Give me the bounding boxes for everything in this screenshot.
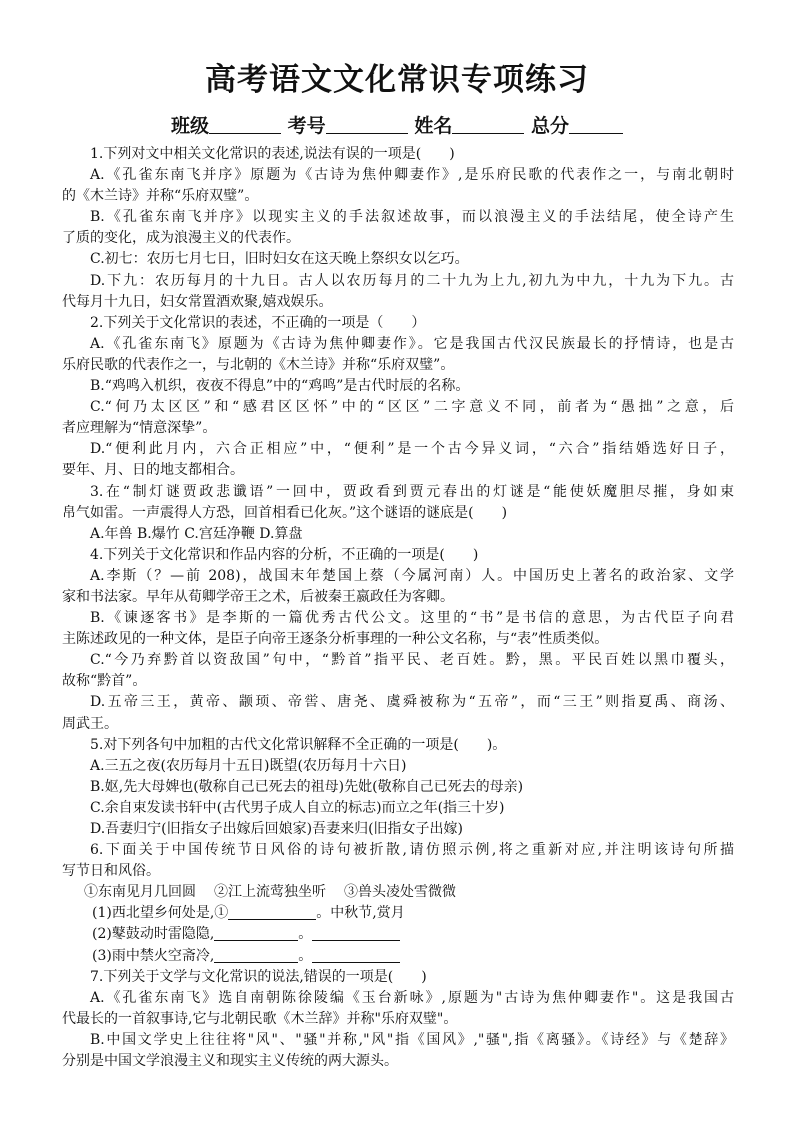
q2-option-c: C.“何乃太区区”和“感君区区怀”中的“区区”二字意义不同，前者为“愚拙”之意，后 xyxy=(90,399,734,416)
q6-fill-3 xyxy=(62,946,734,967)
q5-option-a: A.三五之夜(农历每月十五日)既望(农历每月十六日) xyxy=(90,757,407,774)
q6-option-1: ①东南见月几回圆 xyxy=(84,884,196,901)
name-blank[interactable] xyxy=(452,113,524,134)
q4-option-c: C.“今乃弃黔首以资敌国”句中，“黔首”指平民、老百姓。黔，黑。平民百姓以黑巾覆头， xyxy=(90,652,734,669)
q1-stem: 1.下列对文中相关文化常识的表述,说法有误的一项是( ) xyxy=(90,146,455,162)
q7-stem: 7.下列关于文学与文化常识的说法,错误的一项是( ) xyxy=(90,968,427,985)
exam-no-label: 考号 xyxy=(287,115,326,137)
q1-option-d: D.下九：农历每月的十九日。古人以农历每月的二十九为上九,初九为中九，十九为下九。古 xyxy=(90,272,734,289)
exam-no-blank[interactable] xyxy=(326,113,408,134)
q5-option-b: B.妪,先大母婢也(敬称自己已死去的祖母)先妣(敬称自己已死去的母亲) xyxy=(90,778,524,795)
q3-stem: 3.在“制灯谜贾政悲谶语”一回中，贾政看到贾元春出的灯谜是“能使妖魔胆尽摧，身如束 xyxy=(90,483,734,500)
q7-option-b-cont: 分别是中国文学浪漫主义和现实主义传统的两大源头。 xyxy=(62,1053,398,1070)
name-label: 姓名 xyxy=(414,115,453,137)
q4-stem: 4.下列关于文化常识和作品内容的分析，不正确的一项是( ) xyxy=(90,546,479,563)
q1-option-a: A.《孔雀东南飞并序》原题为《古诗为焦仲卿妻作》,是乐府民歌的代表作之一，与南北朝时 xyxy=(90,167,734,184)
q6-options xyxy=(62,882,734,903)
q7-option-a: A.《孔雀东南飞》选自南朝陈徐陵编《玉台新咏》,原题为"古诗为焦仲卿妻作"。这是我国古 xyxy=(90,989,734,1006)
q6-fill-2-blank-a[interactable] xyxy=(214,924,298,941)
q6-fill-1-suffix: 。中秋节,赏月 xyxy=(316,905,405,922)
q6-fill-1-text: (1)西北望乡何处是,① xyxy=(92,905,229,922)
q6-fill-2-text: (2)鼕鼓动时雷隐隐, xyxy=(92,926,215,943)
question-body xyxy=(62,144,734,1072)
q6-fill-3-blank-b[interactable] xyxy=(312,946,400,963)
q6-fill-1-blank[interactable] xyxy=(228,903,316,920)
q5-option-c: C.余自束发读书轩中(古代男子成人自立的标志)而立之年(指三十岁) xyxy=(90,799,505,816)
q6-fill-1 xyxy=(62,903,734,924)
q2-option-d: D.“便利此月内，六合正相应”中，“便利”是一个古今异义词，“六合”指结婚选好日子， xyxy=(90,441,734,458)
q4-option-a-cont: 家和书法家。早年从荀卿学帝王之术，后被秦王嬴政任为客卿。 xyxy=(62,588,454,605)
q4-option-d: D.五帝三王，黄帝、颛顼、帝喾、唐尧、虞舜被称为“五帝”，而“三王”则指夏禹、商汤、 xyxy=(90,694,734,711)
q6-fill-3-text: (3)雨中禁火空斋冷, xyxy=(92,947,215,964)
q4-option-b-cont: 主陈述政见的一种文体，是臣子向帝王逐条分析事理的一种公文名称，与“表”性质类似。 xyxy=(62,631,609,648)
q2-option-c-cont: 者应理解为“情意深挚”。 xyxy=(62,420,217,437)
q3-stem-cont: 帛气如雷。一声震得人方恐，回首相看已化灰。”这个谜语的谜底是( ) xyxy=(62,504,508,521)
q5-option-d: D.吾妻归宁(旧指女子出嫁后回娘家)吾妻来归(旧指女子出嫁) xyxy=(90,821,464,837)
q2-stem: 2.下列关于文化常识的表述，不正确的一项是（ ） xyxy=(90,314,426,331)
q6-fill-3-blank-a[interactable] xyxy=(214,946,298,963)
q6-fill-3-period: 。 xyxy=(298,947,313,964)
q2-option-a-cont: 乐府民歌的代表作之一，与北朝的《木兰诗》并称“乐府双璧”。 xyxy=(62,356,455,373)
page-title: 高考语文文化常识专项练习 xyxy=(205,62,589,98)
q7-option-a-cont: 代最长的一首叙事诗,它与北朝民歌《木兰辞》并称"乐府双璧"。 xyxy=(62,1010,458,1027)
q6-fill-2-blank-b[interactable] xyxy=(312,924,400,941)
q6-option-3: ③兽头凌处雪微微 xyxy=(344,884,456,901)
q1-option-c: C.初七：农历七月七日，旧时妇女在这天晚上祭织女以乞巧。 xyxy=(90,251,469,268)
q2-option-a: A.《孔雀东南飞》原题为《古诗为焦仲卿妻作》。它是我国古代汉民族最长的抒情诗，也是古 xyxy=(90,335,734,352)
q6-stem-cont: 写节日和风俗。 xyxy=(62,863,160,880)
q4-option-a: A.李斯（？—前 208)，战国末年楚国上蔡（今属河南）人。中国历史上著名的政治家、文学 xyxy=(90,567,734,584)
q1-option-b-cont: 了质的变化，成为浪漫主义的代表作。 xyxy=(62,230,300,247)
q6-stem: 6.下面关于中国传统节日风俗的诗句被折散,请仿照示例,将之重新对应,并注明该诗句所描 xyxy=(90,842,734,859)
q1-option-a-cont: 的《木兰诗》并称“乐府双璧”。 xyxy=(62,188,259,205)
q4-option-d-cont: 周武王。 xyxy=(62,715,118,732)
q5-stem: 5.对下列各句中加粗的古代文化常识解释不全正确的一项是( )。 xyxy=(90,736,507,753)
q6-fill-2 xyxy=(62,924,734,945)
q2-option-b: B.“鸡鸣入机织，夜夜不得息”中的“鸡鸣”是古代时辰的名称。 xyxy=(90,378,470,395)
q6-option-2: ②江上流莺独坐听 xyxy=(214,884,326,901)
class-blank[interactable] xyxy=(209,113,281,134)
q3-options: A.年兽 B.爆竹 C.宫廷净鞭 D.算盘 xyxy=(90,525,303,542)
score-blank[interactable] xyxy=(569,113,623,134)
score-label: 总分 xyxy=(530,115,569,137)
class-label: 班级 xyxy=(171,115,210,137)
q1-option-b: B.《孔雀东南飞并序》以现实主义的手法叙述故事，而以浪漫主义的手法结尾，使全诗产生 xyxy=(90,209,734,226)
q6-fill-2-period: 。 xyxy=(298,926,313,943)
q4-option-c-cont: 故称“黔首”。 xyxy=(62,673,147,690)
q2-option-d-cont: 要年、月、日的地支都相合。 xyxy=(62,462,244,479)
student-info-row xyxy=(0,113,794,138)
q4-option-b: B.《谏逐客书》是李斯的一篇优秀古代公文。这里的“书”是书信的意思，为古代臣子向君 xyxy=(90,610,734,627)
q1-option-d-cont: 代每月十九日，妇女常置酒欢聚,嬉戏娱乐。 xyxy=(62,293,333,310)
q7-option-b: B.中国文学史上往往将"风"、"骚"并称,"风"指《国风》,"骚",指《离骚》。《诗经》与《楚辞》 xyxy=(90,1031,734,1048)
